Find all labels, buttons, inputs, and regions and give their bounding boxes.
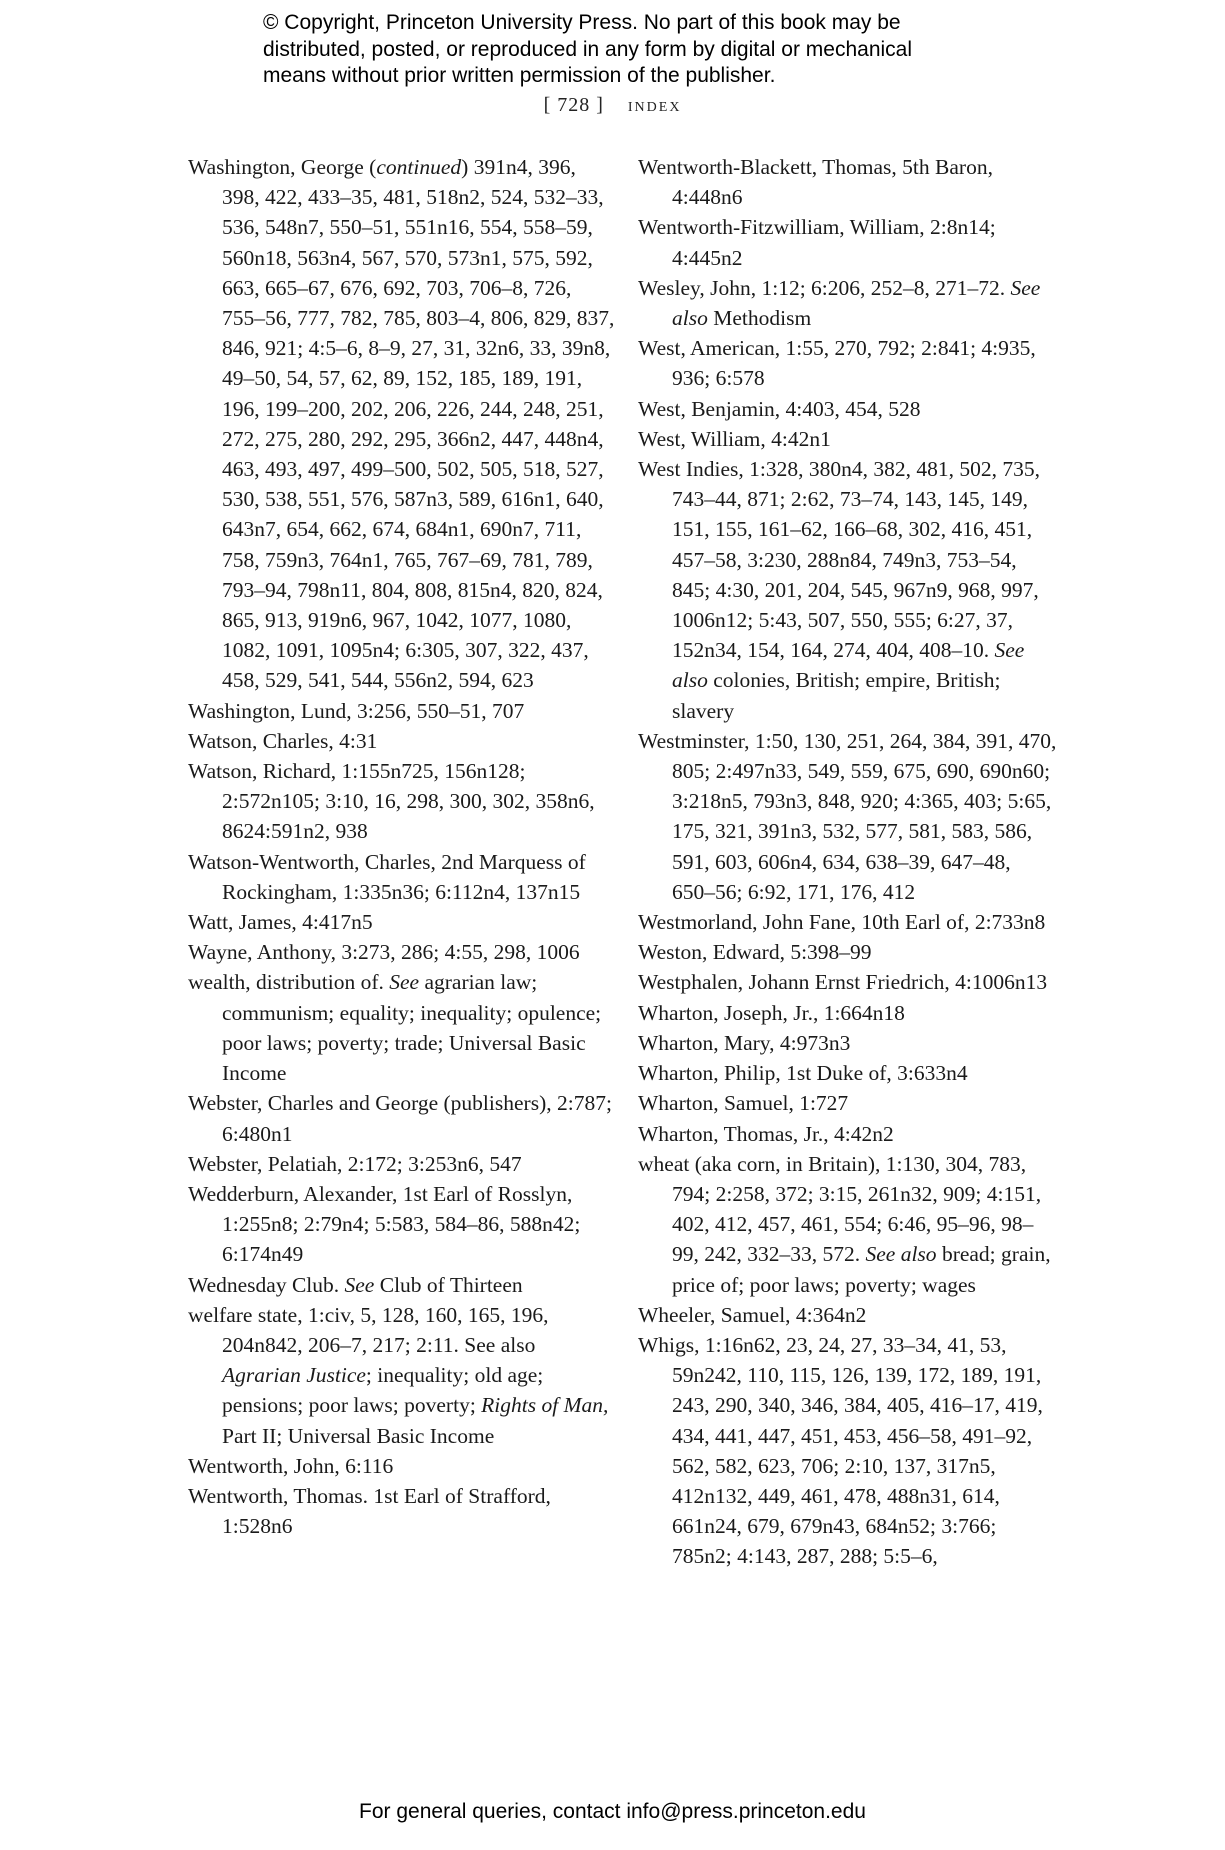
running-head: [0, 94, 1225, 117]
index-entry: Watt, James, 4:417n5: [188, 910, 373, 935]
footer-contact: For general queries, contact info@press.princeton.edu: [359, 1800, 866, 1823]
index-entry: Whigs, 1:16n62, 23, 24, 27, 33–34, 41, 53, 59n242, 110, 115, 126, 139, 172, 189, 191, 243, 290, 340, 346, 384, 405, 416–17, 419, 434, 441, 447, 451, 453, 456–58, 491–92, 562, 582, 623, 706; 2:10, 137, 317n5, 412n132, 449, 461, 478, 488n31, 614, 661n24, 679, 679n43, 684n52; 3:766; 785n2; 4:143, 287, 288; 5:5–6,: [638, 1332, 1043, 1569]
index-column-right: [638, 152, 1058, 1572]
page-number: [ 728 ]: [543, 94, 604, 116]
index-entry: Washington, Lund, 3:256, 550–51, 707: [188, 698, 525, 723]
index-entry: Watson-Wentworth, Charles, 2nd Marquess of Rockingham, 1:335n36; 6:112n4, 137n15: [188, 849, 586, 904]
index-entry: Wayne, Anthony, 3:273, 286; 4:55, 298, 1006: [188, 940, 580, 965]
index-entry: Wharton, Philip, 1st Duke of, 3:633n4: [638, 1061, 968, 1086]
index-entry: Wharton, Joseph, Jr., 1:664n18: [638, 1000, 905, 1025]
index-entry: Washington, George (continued) 391n4, 396, 398, 422, 433–35, 481, 518n2, 524, 532–33, 536, 548n7, 550–51, 551n16, 554, 558–59, 560n18, 563n4, 567, 570, 573n1, 575, 592, 663, 665–67, 676, 692, 703, 706–8, 726, 755–56, 777, 782, 785, 803–4, 806, 829, 837, 846, 921; 4:5–6, 8–9, 27, 31, 32n6, 33, 39n8, 49–50, 54, 57, 62, 89, 152, 185, 189, 191, 196, 199–200, 202, 206, 226, 244, 248, 251, 272, 275, 280, 292, 295, 366n2, 447, 448n4, 463, 493, 497, 499–500, 502, 505, 518, 527, 530, 538, 551, 576, 587n3, 589, 616n1, 640, 643n7, 654, 662, 674, 684n1, 690n7, 711, 758, 759n3, 764n1, 765, 767–69, 781, 789, 793–94, 798n11, 804, 808, 815n4, 820, 824, 865, 913, 919n6, 967, 1042, 1077, 1080, 1082, 1091, 1095n4; 6:305, 307, 322, 437, 458, 529, 541, 544, 556n2, 594, 623: [188, 155, 615, 693]
index-entry: Webster, Charles and George (publishers), 2:787; 6:480n1: [188, 1091, 612, 1146]
index-entry: Webster, Pelatiah, 2:172; 3:253n6, 547: [188, 1151, 522, 1176]
index-entry: West, American, 1:55, 270, 792; 2:841; 4:935, 936; 6:578: [638, 336, 1036, 391]
section-title: index: [627, 94, 682, 116]
copyright-line: distributed, posted, or reproduced in any form by digital or mechanical: [263, 37, 913, 61]
index-entry: West Indies, 1:328, 380n4, 382, 481, 502, 735, 743–44, 871; 2:62, 73–74, 143, 145, 149, 151, 155, 161–62, 166–68, 302, 416, 451, 457–58, 3:230, 288n84, 749n3, 753–54, 845; 4:30, 201, 204, 545, 967n9, 968, 997, 1006n12; 5:43, 507, 550, 555; 6:27, 37, 152n34, 154, 164, 274, 404, 408–10. See also colonies, British; empire, British; slavery: [638, 457, 1040, 723]
index-entry: Watson, Charles, 4:31: [188, 728, 378, 753]
copyright-line: means without prior written permission of the publisher.: [263, 64, 776, 87]
index-entry: Watson, Richard, 1:155n725, 156n128; 2:572n105; 3:10, 16, 298, 300, 302, 358n6, 8624:591n2, 938: [188, 759, 595, 844]
index-entry: West, William, 4:42n1: [638, 426, 831, 451]
index-entry: Westphalen, Johann Ernst Friedrich, 4:1006n13: [638, 970, 1048, 995]
index-entry: welfare state, 1:civ, 5, 128, 160, 165, 196, 204n842, 206–7, 217; 2:11. See also Agrarian Justice; inequality; old age; pensions; poor laws; poverty; Rights of Man, Part II; Universal Basic Income: [188, 1302, 609, 1448]
copyright-line: © Copyright, Princeton University Press. No part of this book may be: [263, 11, 901, 34]
index-entry: Wentworth-Fitzwilliam, William, 2:8n14; 4:445n2: [638, 215, 996, 270]
index-entry: wheat (aka corn, in Britain), 1:130, 304, 783, 794; 2:258, 372; 3:15, 261n32, 909; 4:151, 402, 412, 457, 461, 554; 6:46, 95–96, 98–99, 242, 332–33, 572. See also bread; grain, price of; poor laws; poverty; wages: [638, 1151, 1051, 1297]
index-entry: Wesley, John, 1:12; 6:206, 252–8, 271–72. See also Methodism: [638, 275, 1041, 331]
index-entry: Wharton, Thomas, Jr., 4:42n2: [638, 1121, 894, 1146]
index-entry: Wednesday Club. See Club of Thirteen: [188, 1272, 523, 1297]
index-entry: Wharton, Samuel, 1:727: [638, 1091, 849, 1116]
index-entry: Wentworth-Blackett, Thomas, 5th Baron, 4:448n6: [638, 155, 993, 210]
copyright-notice: [263, 10, 1023, 90]
index-entry: West, Benjamin, 4:403, 454, 528: [638, 396, 921, 421]
index-entry: Westminster, 1:50, 130, 251, 264, 384, 391, 470, 805; 2:497n33, 549, 559, 675, 690, 690n60; 3:218n5, 793n3, 848, 920; 4:365, 403; 5:65, 175, 321, 391n3, 532, 577, 581, 583, 586, 591, 603, 606n4, 634, 638–39, 647–48, 650–56; 6:92, 171, 176, 412: [638, 728, 1057, 904]
index-entry: Wheeler, Samuel, 4:364n2: [638, 1302, 867, 1327]
index-entry: wealth, distribution of. See agrarian law; communism; equality; inequality; opulence; poor laws; poverty; trade; Universal Basic Income: [188, 970, 602, 1086]
index-entry: Westmorland, John Fane, 10th Earl of, 2:733n8: [638, 910, 1046, 935]
index-entry: Wedderburn, Alexander, 1st Earl of Rosslyn, 1:255n8; 2:79n4; 5:583, 584–86, 588n42; 6:174n49: [188, 1181, 581, 1267]
index-entry: Wentworth, John, 6:116: [188, 1453, 394, 1478]
index-entry: Weston, Edward, 5:398–99: [638, 940, 872, 965]
index-column-left: [188, 152, 618, 1541]
index-entry: Wentworth, Thomas. 1st Earl of Strafford, 1:528n6: [188, 1483, 551, 1539]
index-entry: Wharton, Mary, 4:973n3: [638, 1030, 851, 1055]
